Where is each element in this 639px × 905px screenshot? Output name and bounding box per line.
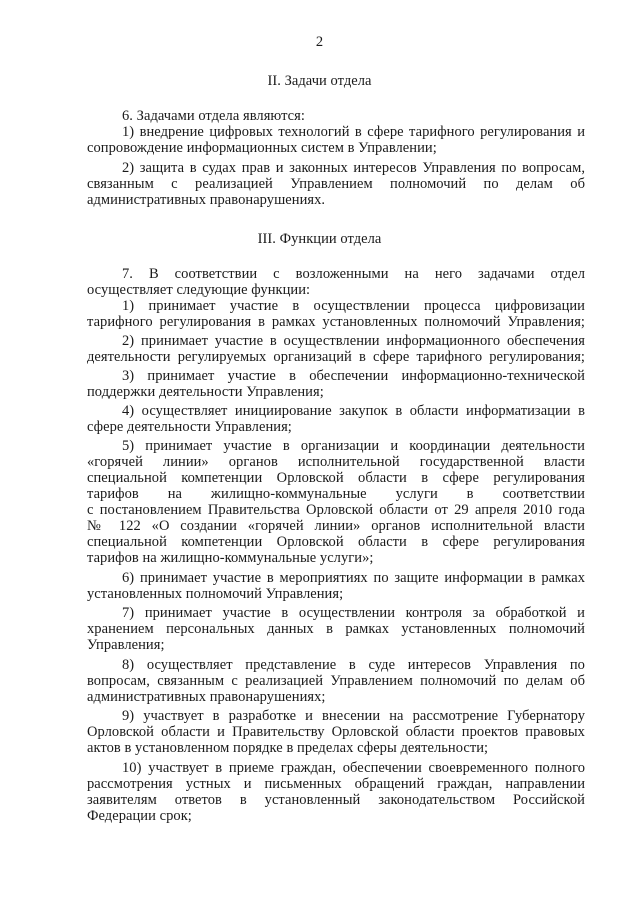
paragraph-line: актов в установленном порядке в пределах сферы деятельности; — [87, 740, 489, 756]
paragraph-line: № 122 «О создании «горячей линии» органов исполнительной власти — [87, 518, 585, 534]
paragraph-line: 7) принимает участие в осуществлении контроля за обработкой и — [122, 605, 585, 621]
paragraph-line: Управления; — [87, 637, 165, 653]
section-2-heading: II. Задачи отдела — [267, 73, 372, 89]
paragraph-line: специальной компетенции Орловской области в сфере регулирования — [87, 470, 585, 486]
paragraph-line: рассмотрения устных и письменных обращений граждан, направлении — [87, 776, 585, 792]
paragraph-line: 2) защита в судах прав и законных интересов Управления по вопросам, — [122, 160, 585, 176]
section-3-heading: III. Функции отдела — [257, 231, 382, 247]
paragraph-line: деятельности регулируемых организаций в сфере тарифного регулирования; — [87, 349, 585, 365]
paragraph-line: тарифов на жилищно-коммунальные услуги»; — [87, 550, 374, 566]
paragraph-line: заявителям ответов в установленный законодательством Российской — [87, 792, 585, 808]
paragraph-line: специальной компетенции Орловской области в сфере регулирования — [87, 534, 585, 550]
paragraph-line: сфере деятельности Управления; — [87, 419, 292, 435]
paragraph-line: административных правонарушениях. — [87, 192, 326, 208]
paragraph-line: 2) принимает участие в осуществлении информационного обеспечения — [122, 333, 585, 349]
paragraph-line: установленных полномочий Управления; — [87, 586, 344, 602]
paragraph-line: 3) принимает участие в обеспечении информационно-технической — [122, 368, 585, 384]
paragraph-line: 10) участвует в приеме граждан, обеспечении своевременного полного — [122, 760, 585, 776]
paragraph-line: 6. Задачами отдела являются: — [122, 108, 305, 124]
paragraph-line: Орловской области и Правительству Орловской области проектов правовых — [87, 724, 585, 740]
page-number: 2 — [315, 34, 324, 50]
paragraph-line: 1) принимает участие в осуществлении процесса цифровизации — [122, 298, 585, 314]
paragraph-line: 4) осуществляет инициирование закупок в области информатизации в — [122, 403, 585, 419]
paragraph-line: 1) внедрение цифровых технологий в сфере тарифного регулирования и — [122, 124, 585, 140]
paragraph-line: осуществляет следующие функции: — [87, 282, 311, 298]
paragraph-line: с постановлением Правительства Орловской области от 29 апреля 2010 года — [87, 502, 585, 518]
paragraph-line: вопросам, связанным с реализацией Управлением полномочий по делам об — [87, 673, 585, 689]
paragraph-line: Федерации срок; — [87, 808, 192, 824]
paragraph-line: 7. В соответствии с возложенными на него задачами отдел — [122, 266, 585, 282]
paragraph-line: 5) принимает участие в организации и координации деятельности — [122, 438, 585, 454]
paragraph-line: 8) осуществляет представление в суде интересов Управления по — [122, 657, 585, 673]
paragraph-line: связанным с реализацией Управлением полномочий по делам об — [87, 176, 585, 192]
paragraph-line: сопровождение информационных систем в Управлении; — [87, 140, 437, 156]
paragraph-line: «горячей линии» органов исполнительной государственной власти — [87, 454, 585, 470]
paragraph-line: тарифного регулирования в рамках установленных полномочий Управления; — [87, 314, 585, 330]
paragraph-line: хранением персональных данных в рамках установленных полномочий — [87, 621, 585, 637]
paragraph-line: административных правонарушениях; — [87, 689, 326, 705]
paragraph-line: 9) участвует в разработке и внесении на рассмотрение Губернатору — [122, 708, 585, 724]
paragraph-line: тарифов на жилищно-коммунальные услуги в соответствии — [87, 486, 585, 502]
paragraph-line: поддержки деятельности Управления; — [87, 384, 324, 400]
paragraph-line: 6) принимает участие в мероприятиях по защите информации в рамках — [122, 570, 585, 586]
